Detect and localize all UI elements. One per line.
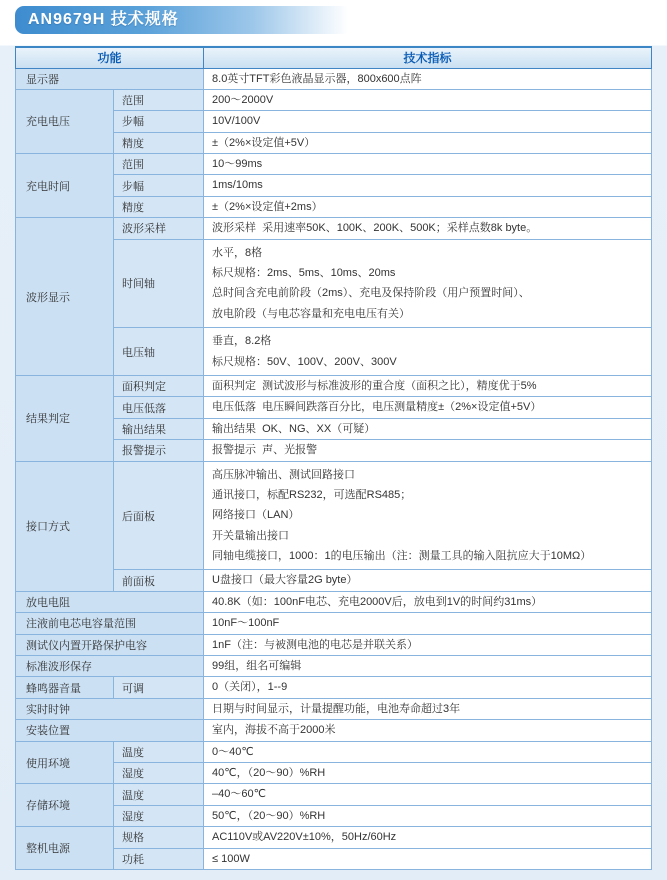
spec-value-line: 面积判定 测试波形与标准波形的重合度（面积之比），精度优于5%: [212, 379, 537, 392]
spec-sub-cell: 时间轴: [114, 239, 204, 328]
spec-sub-cell: 可调: [114, 677, 204, 698]
spec-value-line: 标尺规格：50V、100V、200V、300V: [212, 355, 397, 368]
table-row: [16, 741, 652, 762]
spec-group-cell: 整机电源: [16, 827, 114, 870]
spec-sub-cell: 面积判定: [114, 375, 204, 396]
spec-value-line: 网络接口（LAN）: [212, 509, 300, 522]
table-header-row: [16, 47, 652, 68]
spec-group-cell: 蜂鸣器音量: [16, 677, 114, 698]
table-row: [16, 634, 652, 655]
spec-value-cell: [204, 677, 652, 698]
table-row: [16, 656, 652, 677]
spec-group-cell: 注液前电芯电容量范围: [16, 613, 204, 634]
spec-sub-cell: 电压轴: [114, 328, 204, 376]
spec-value-line: –40～60℃: [212, 788, 266, 801]
spec-value-line: 10nF～100nF: [212, 617, 280, 630]
spec-value-line: ≤ 100W: [212, 852, 250, 865]
spec-value-line: 波形采样 采用速率50K、100K、200K、500K；采样点数8k byte。: [212, 222, 538, 235]
spec-value-line: 水平，8格: [212, 246, 263, 259]
spec-value-line: 40℃，（20～90）%RH: [212, 767, 326, 779]
table-row: [16, 89, 652, 110]
spec-sub-cell: 精度: [114, 132, 204, 153]
spec-value-cell: [204, 698, 652, 719]
spec-group-cell: 测试仪内置开路保护电容: [16, 634, 204, 655]
spec-sub-cell: 步幅: [114, 111, 204, 132]
spec-group-cell: 显示器: [16, 68, 204, 89]
spec-value-cell: [204, 656, 652, 677]
page-title: AN9679H 技术规格: [28, 11, 179, 28]
spec-value-line: 0～40℃: [212, 745, 254, 758]
spec-value-cell: [204, 154, 652, 175]
spec-value-cell: [204, 741, 652, 762]
spec-sub-cell: 报警提示: [114, 440, 204, 461]
spec-sub-cell: 规格: [114, 827, 204, 848]
spec-value-cell: [204, 328, 652, 376]
spec-sub-cell: 范围: [114, 89, 204, 110]
table-row: [16, 827, 652, 848]
spec-sub-cell: 温度: [114, 741, 204, 762]
spec-value-line: AC110V或AV220V±10%，50Hz/60Hz: [212, 831, 397, 844]
spec-value-line: 标尺规格：2ms、5ms、10ms、20ms: [212, 267, 396, 280]
spec-value-line: 报警提示 声、光报警: [212, 444, 318, 457]
spec-sub-cell: 输出结果: [114, 418, 204, 439]
spec-value-line: 10V/100V: [212, 115, 261, 128]
spec-value-line: 50℃，（20～90）%RH: [212, 809, 326, 822]
spec-group-cell: 结果判定: [16, 375, 114, 461]
spec-value-cell: [204, 239, 652, 328]
spec-sub-cell: 后面板: [114, 461, 204, 570]
column-header-function: 功能: [16, 47, 204, 68]
spec-value-line: 8.0英寸TFT彩色液晶显示器，800x600点阵: [212, 72, 422, 85]
spec-table-body: [16, 68, 652, 869]
spec-value-cell: [204, 111, 652, 132]
spec-value-line: 垂直，8.2格: [212, 335, 272, 348]
spec-value-line: 日期与时间显示，计量提醒功能，电池寿命超过3年: [212, 702, 461, 715]
spec-sub-cell: 功耗: [114, 848, 204, 869]
table-row: [16, 68, 652, 89]
spec-table: [15, 46, 652, 870]
spec-group-cell: 充电时间: [16, 154, 114, 218]
spec-value-cell: [204, 720, 652, 741]
table-row: [16, 720, 652, 741]
spec-value-line: ±（2%×设定值+2ms）: [212, 200, 323, 213]
spec-sub-cell: 前面板: [114, 570, 204, 591]
spec-group-cell: 波形显示: [16, 218, 114, 376]
spec-sub-cell: 湿度: [114, 805, 204, 826]
spec-value-cell: [204, 848, 652, 869]
spec-value-line: 电压低落 电压瞬间跌落百分比，电压测量精度±（2%×设定值+5V）: [212, 401, 542, 414]
spec-value-cell: [204, 397, 652, 418]
spec-value-cell: [204, 784, 652, 805]
spec-value-cell: [204, 375, 652, 396]
spec-value-cell: [204, 805, 652, 826]
spec-value-line: U盘接口（最大容量2G byte）: [212, 574, 358, 587]
table-row: [16, 218, 652, 239]
table-row: [16, 613, 652, 634]
spec-value-line: 放电阶段（与电芯容量和充电电压有关）: [212, 307, 411, 320]
spec-value-cell: [204, 218, 652, 239]
spec-value-cell: [204, 175, 652, 196]
spec-value-line: 输出结果 OK、NG、XX（可疑）: [212, 422, 376, 435]
spec-value-cell: [204, 591, 652, 612]
spec-value-cell: [204, 613, 652, 634]
spec-sub-cell: 波形采样: [114, 218, 204, 239]
spec-sub-cell: 温度: [114, 784, 204, 805]
spec-value-line: 200～2000V: [212, 93, 274, 106]
spec-sub-cell: 范围: [114, 154, 204, 175]
spec-value-cell: [204, 68, 652, 89]
spec-value-line: 通讯接口，标配RS232，可选配RS485；: [212, 488, 412, 501]
spec-group-cell: 充电电压: [16, 89, 114, 153]
spec-sub-cell: 湿度: [114, 763, 204, 784]
spec-value-line: 1ms/10ms: [212, 179, 263, 192]
spec-value-cell: [204, 763, 652, 784]
spec-value-line: 开关量输出接口: [212, 529, 290, 542]
spec-value-cell: [204, 440, 652, 461]
spec-group-cell: 标准波形保存: [16, 656, 204, 677]
spec-value-line: 1nF（注：与被测电池的电芯是并联关系）: [212, 638, 418, 651]
spec-group-cell: 放电电阻: [16, 591, 204, 612]
table-row: [16, 154, 652, 175]
spec-value-cell: [204, 827, 652, 848]
spec-value-line: 99组，组名可编辑: [212, 660, 302, 673]
spec-value-line: 同轴电缆接口，1000：1的电压输出（注：测量工具的输入阻抗应大于10MΩ）: [212, 550, 592, 563]
table-row: [16, 375, 652, 396]
spec-value-cell: [204, 634, 652, 655]
spec-value-line: 高压脉冲输出、测试回路接口: [212, 468, 356, 481]
table-row: [16, 784, 652, 805]
spec-value-cell: [204, 89, 652, 110]
table-row: [16, 461, 652, 570]
spec-group-cell: 接口方式: [16, 461, 114, 591]
spec-value-line: 10～99ms: [212, 158, 263, 171]
column-header-spec: 技术指标: [204, 47, 652, 68]
page-title-banner: [15, 6, 355, 34]
spec-value-cell: [204, 132, 652, 153]
spec-value-cell: [204, 570, 652, 591]
spec-sub-cell: 电压低落: [114, 397, 204, 418]
spec-group-cell: 安装位置: [16, 720, 204, 741]
spec-value-line: 总时间含充电前阶段（2ms）、充电及保持阶段（用户预置时间）、: [212, 287, 530, 300]
spec-group-cell: 存储环境: [16, 784, 114, 827]
spec-value-cell: [204, 461, 652, 570]
spec-value-cell: [204, 418, 652, 439]
spec-value-cell: [204, 196, 652, 217]
spec-sub-cell: 步幅: [114, 175, 204, 196]
spec-value-line: 室内，海拔不高于2000米: [212, 724, 336, 737]
spec-sub-cell: 精度: [114, 196, 204, 217]
table-row: [16, 677, 652, 698]
spec-group-cell: 使用环境: [16, 741, 114, 784]
spec-value-line: 40.8K（如：100nF电芯、充电2000V后，放电到1V的时间约31ms）: [212, 595, 543, 608]
table-row: [16, 698, 652, 719]
spec-value-line: 0（关闭），1--9: [212, 681, 288, 694]
spec-group-cell: 实时时钟: [16, 698, 204, 719]
spec-value-line: ±（2%×设定值+5V）: [212, 136, 316, 149]
table-row: [16, 591, 652, 612]
